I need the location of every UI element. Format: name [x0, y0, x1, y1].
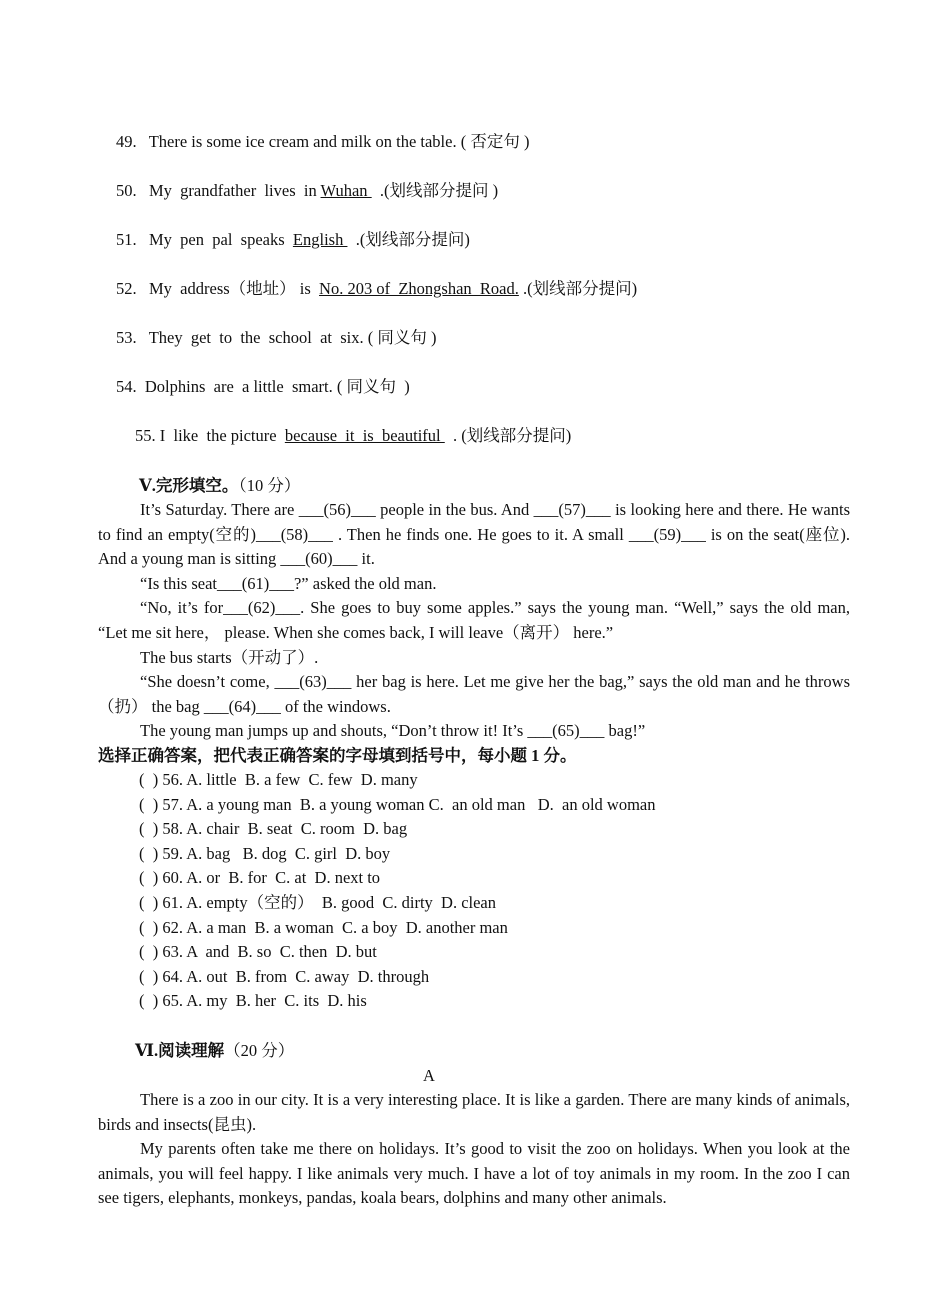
option-row: ( ) 58. A. chair B. seat C. room D. bag: [139, 819, 408, 839]
question-instruction: .(划线部分提问 ): [371, 181, 499, 200]
question-49: [116, 132, 529, 152]
passage-paragraph: My parents often take me there on holidays. It’s good to visit the zoo on holidays. When you look at the animals, you will feel happy. I like animals very much. I have a lot of toy animals in my room. In the zoo I can see tigers, elephants, monkeys, pandas, koala bears, dolphins and many other animals.: [98, 1139, 850, 1208]
question-text: They get to the school at six. ( 同义句 ): [148, 328, 437, 347]
question-number: 55.: [135, 426, 156, 445]
question-number: 54.: [116, 377, 137, 396]
passage-paragraph: “Is this seat___(61)___?” asked the old man.: [140, 573, 437, 593]
option-row: ( ) 57. A. a young man B. a young woman C. an old man D. an old woman: [139, 794, 656, 814]
cloze-options: [139, 768, 655, 1014]
option-row: ( ) 59. A. bag B. dog C. girl D. boy: [139, 843, 391, 863]
question-text: My address（地址） is: [149, 279, 320, 298]
passage-label: A: [423, 1066, 435, 1085]
question-51: [116, 230, 470, 250]
question-number: 49.: [116, 132, 137, 151]
question-instruction: .(划线部分提问): [518, 279, 638, 298]
option-row: ( ) 62. A. a man B. a woman C. a boy D. another man: [139, 917, 508, 937]
question-instruction: . (划线部分提问): [444, 426, 572, 445]
question-text: My grandfather lives in: [149, 181, 321, 200]
underlined-part: because it is beautiful: [284, 426, 445, 445]
question-text: There is some ice cream and milk on the table. ( 否定句 ): [148, 132, 530, 151]
underlined-part: Wuhan: [320, 181, 372, 200]
option-row: ( ) 65. A. my B. her C. its D. his: [139, 991, 367, 1011]
cloze-passage: [98, 498, 850, 744]
passage-paragraph: “No, it’s for___(62)___. She goes to buy some apples.” says the young man. “Well,” says the old man, “Let me sit here， please. When she comes back, I will leave（离开） here.”: [98, 598, 850, 642]
question-number: 52.: [116, 279, 137, 298]
passage-paragraph: The bus starts（开动了）.: [140, 647, 319, 667]
section-title: Ⅵ.阅读理解: [135, 1041, 225, 1060]
section-score: （20 分）: [224, 1041, 295, 1060]
underlined-part: English: [292, 230, 348, 249]
option-row: ( ) 56. A. little B. a few C. few D. many: [139, 770, 418, 789]
passage-paragraph: “She doesn’t come, ___(63)___ her bag is here. Let me give her the bag,” says the old man and he throws（扔） the bag ___(64)___ of the windows.: [98, 672, 850, 716]
question-number: 51.: [116, 230, 137, 249]
option-row: ( ) 60. A. or B. for C. at D. next to: [139, 868, 381, 888]
option-row: ( ) 61. A. empty（空的） B. good C. dirty D. clean: [139, 892, 497, 912]
cloze-instruction: 选择正确答案，把代表正确答案的字母填到括号中，每小题 1 分。: [98, 746, 577, 765]
reading-passage: [98, 1088, 850, 1211]
question-text: I like the picture: [159, 426, 285, 445]
section-score: （10 分）: [238, 476, 301, 495]
underlined-part: No. 203 of Zhongshan Road.: [319, 279, 519, 298]
passage-paragraph: There is a zoo in our city. It is a very interesting place. It is like a garden. There are many kinds of animals, birds and insects(昆虫).: [98, 1090, 850, 1134]
passage-paragraph: The young man jumps up and shouts, “Don’t throw it! It’s ___(65)___ bag!”: [140, 721, 646, 741]
question-54: [116, 377, 410, 397]
section-6-heading: [135, 1041, 294, 1061]
question-53: [116, 328, 437, 348]
option-row: ( ) 63. A and B. so C. then D. but: [139, 942, 377, 962]
question-number: 50.: [116, 181, 137, 200]
section-title: Ⅴ.完形填空。: [139, 476, 239, 495]
option-row: ( ) 64. A. out B. from C. away D. through: [139, 966, 430, 986]
question-text: Dolphins are a little smart. ( 同义句 ): [144, 377, 410, 396]
question-text: My pen pal speaks: [149, 230, 293, 249]
question-50: [116, 181, 498, 201]
question-52: [116, 279, 637, 299]
question-55: [135, 426, 571, 446]
passage-paragraph: It’s Saturday. There are ___(56)___ people in the bus. And ___(57)___ is looking here and there. He wants to find an empty(空的)___(58)___ . Then he finds one. He goes to it. A small ___(59)___ is on the seat(座位). And a young man is sitting ___(60)___ it.: [98, 500, 850, 569]
question-instruction: .(划线部分提问): [347, 230, 470, 249]
section-5-heading: [139, 476, 300, 496]
question-number: 53.: [116, 328, 137, 347]
